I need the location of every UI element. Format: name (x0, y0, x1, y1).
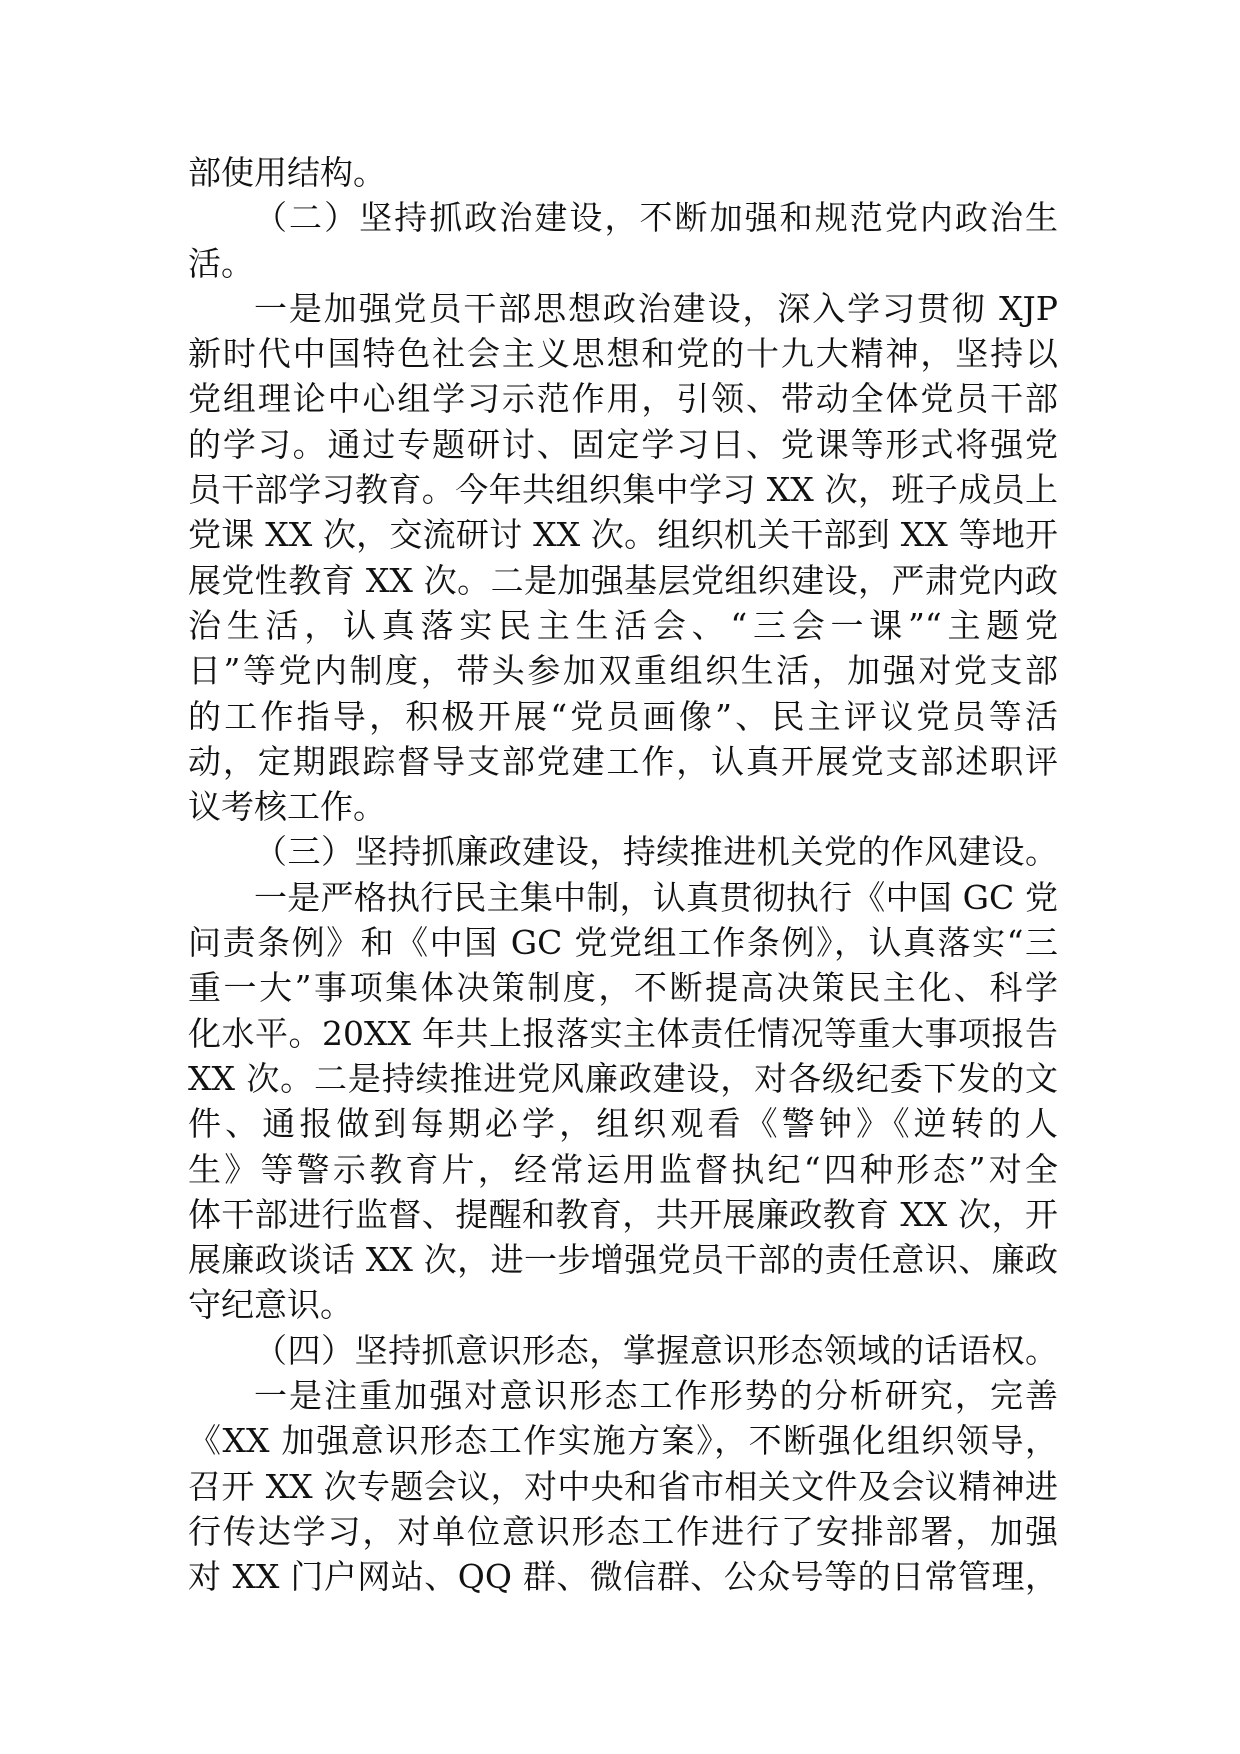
text-line: 化水平。20XX 年共上报落实主体责任情况等重大事项报告 (188, 1013, 1058, 1053)
text-line: 活。 (188, 243, 254, 283)
text-line: 日”等党内制度，带头参加双重组织生活，加强对党支部 (188, 651, 1058, 691)
text-line: XX 次。二是持续推进党风廉政建设，对各级纪委下发的文 (188, 1058, 1058, 1098)
document-page (188, 150, 1058, 1600)
text-line: 党组理论中心组学习示范作用，引领、带动全体党员干部 (188, 379, 1058, 419)
text-line: 行传达学习，对单位意识形态工作进行了安排部署，加强 (188, 1511, 1058, 1551)
text-line: 问责条例》和《中国 GC 党党组工作条例》，认真落实“三 (188, 923, 1058, 963)
text-line: （四）坚持抓意识形态，掌握意识形态领域的话语权。 (254, 1330, 1058, 1370)
text-line: 《XX 加强意识形态工作实施方案》，不断强化组织领导， (188, 1421, 1058, 1461)
text-line: 展廉政谈话 XX 次，进一步增强党员干部的责任意识、廉政 (188, 1240, 1058, 1280)
text-line: 体干部进行监督、提醒和教育，共开展廉政教育 XX 次，开 (188, 1194, 1058, 1234)
text-line: 生》等警示教育片，经常运用监督执纪“四种形态”对全 (188, 1149, 1058, 1189)
text-line: 新时代中国特色社会主义思想和党的十九大精神，坚持以 (188, 334, 1058, 374)
text-line: 对 XX 门户网站、QQ 群、微信群、公众号等的日常管理， (188, 1557, 1058, 1597)
text-line: （三）坚持抓廉政建设，持续推进机关党的作风建设。 (254, 832, 1058, 872)
text-line: 守纪意识。 (188, 1285, 353, 1325)
text-line: 件、通报做到每期必学，组织观看《警钟》《逆转的人 (188, 1104, 1058, 1144)
text-line: 动，定期跟踪督导支部党建工作，认真开展党支部述职评 (188, 741, 1058, 781)
text-line: 一是注重加强对意识形态工作形势的分析研究，完善 (254, 1376, 1058, 1416)
text-line: 党课 XX 次，交流研讨 XX 次。组织机关干部到 XX 等地开 (188, 515, 1058, 555)
text-line: 的学习。通过专题研讨、固定学习日、党课等形式将强党 (188, 424, 1058, 464)
text-line: 员干部学习教育。今年共组织集中学习 XX 次，班子成员上 (188, 470, 1058, 510)
text-line: 的工作指导，积极开展“党员画像”、民主评议党员等活 (188, 696, 1058, 736)
text-line: （二）坚持抓政治建设，不断加强和规范党内政治生 (254, 198, 1058, 238)
text-line: 治生活，认真落实民主生活会、“三会一课”“主题党 (188, 605, 1058, 645)
text-line: 重一大”事项集体决策制度，不断提高决策民主化、科学 (188, 968, 1058, 1008)
text-line: 展党性教育 XX 次。二是加强基层党组织建设，严肃党内政 (188, 560, 1058, 600)
text-line: 一是加强党员干部思想政治建设，深入学习贯彻 XJP (254, 288, 1058, 328)
text-line: 部使用结构。 (188, 153, 386, 192)
text-line: 议考核工作。 (188, 787, 386, 827)
text-line: 召开 XX 次专题会议，对中央和省市相关文件及会议精神进 (188, 1466, 1058, 1506)
text-line: 一是严格执行民主集中制，认真贯彻执行《中国 GC 党 (254, 877, 1058, 917)
